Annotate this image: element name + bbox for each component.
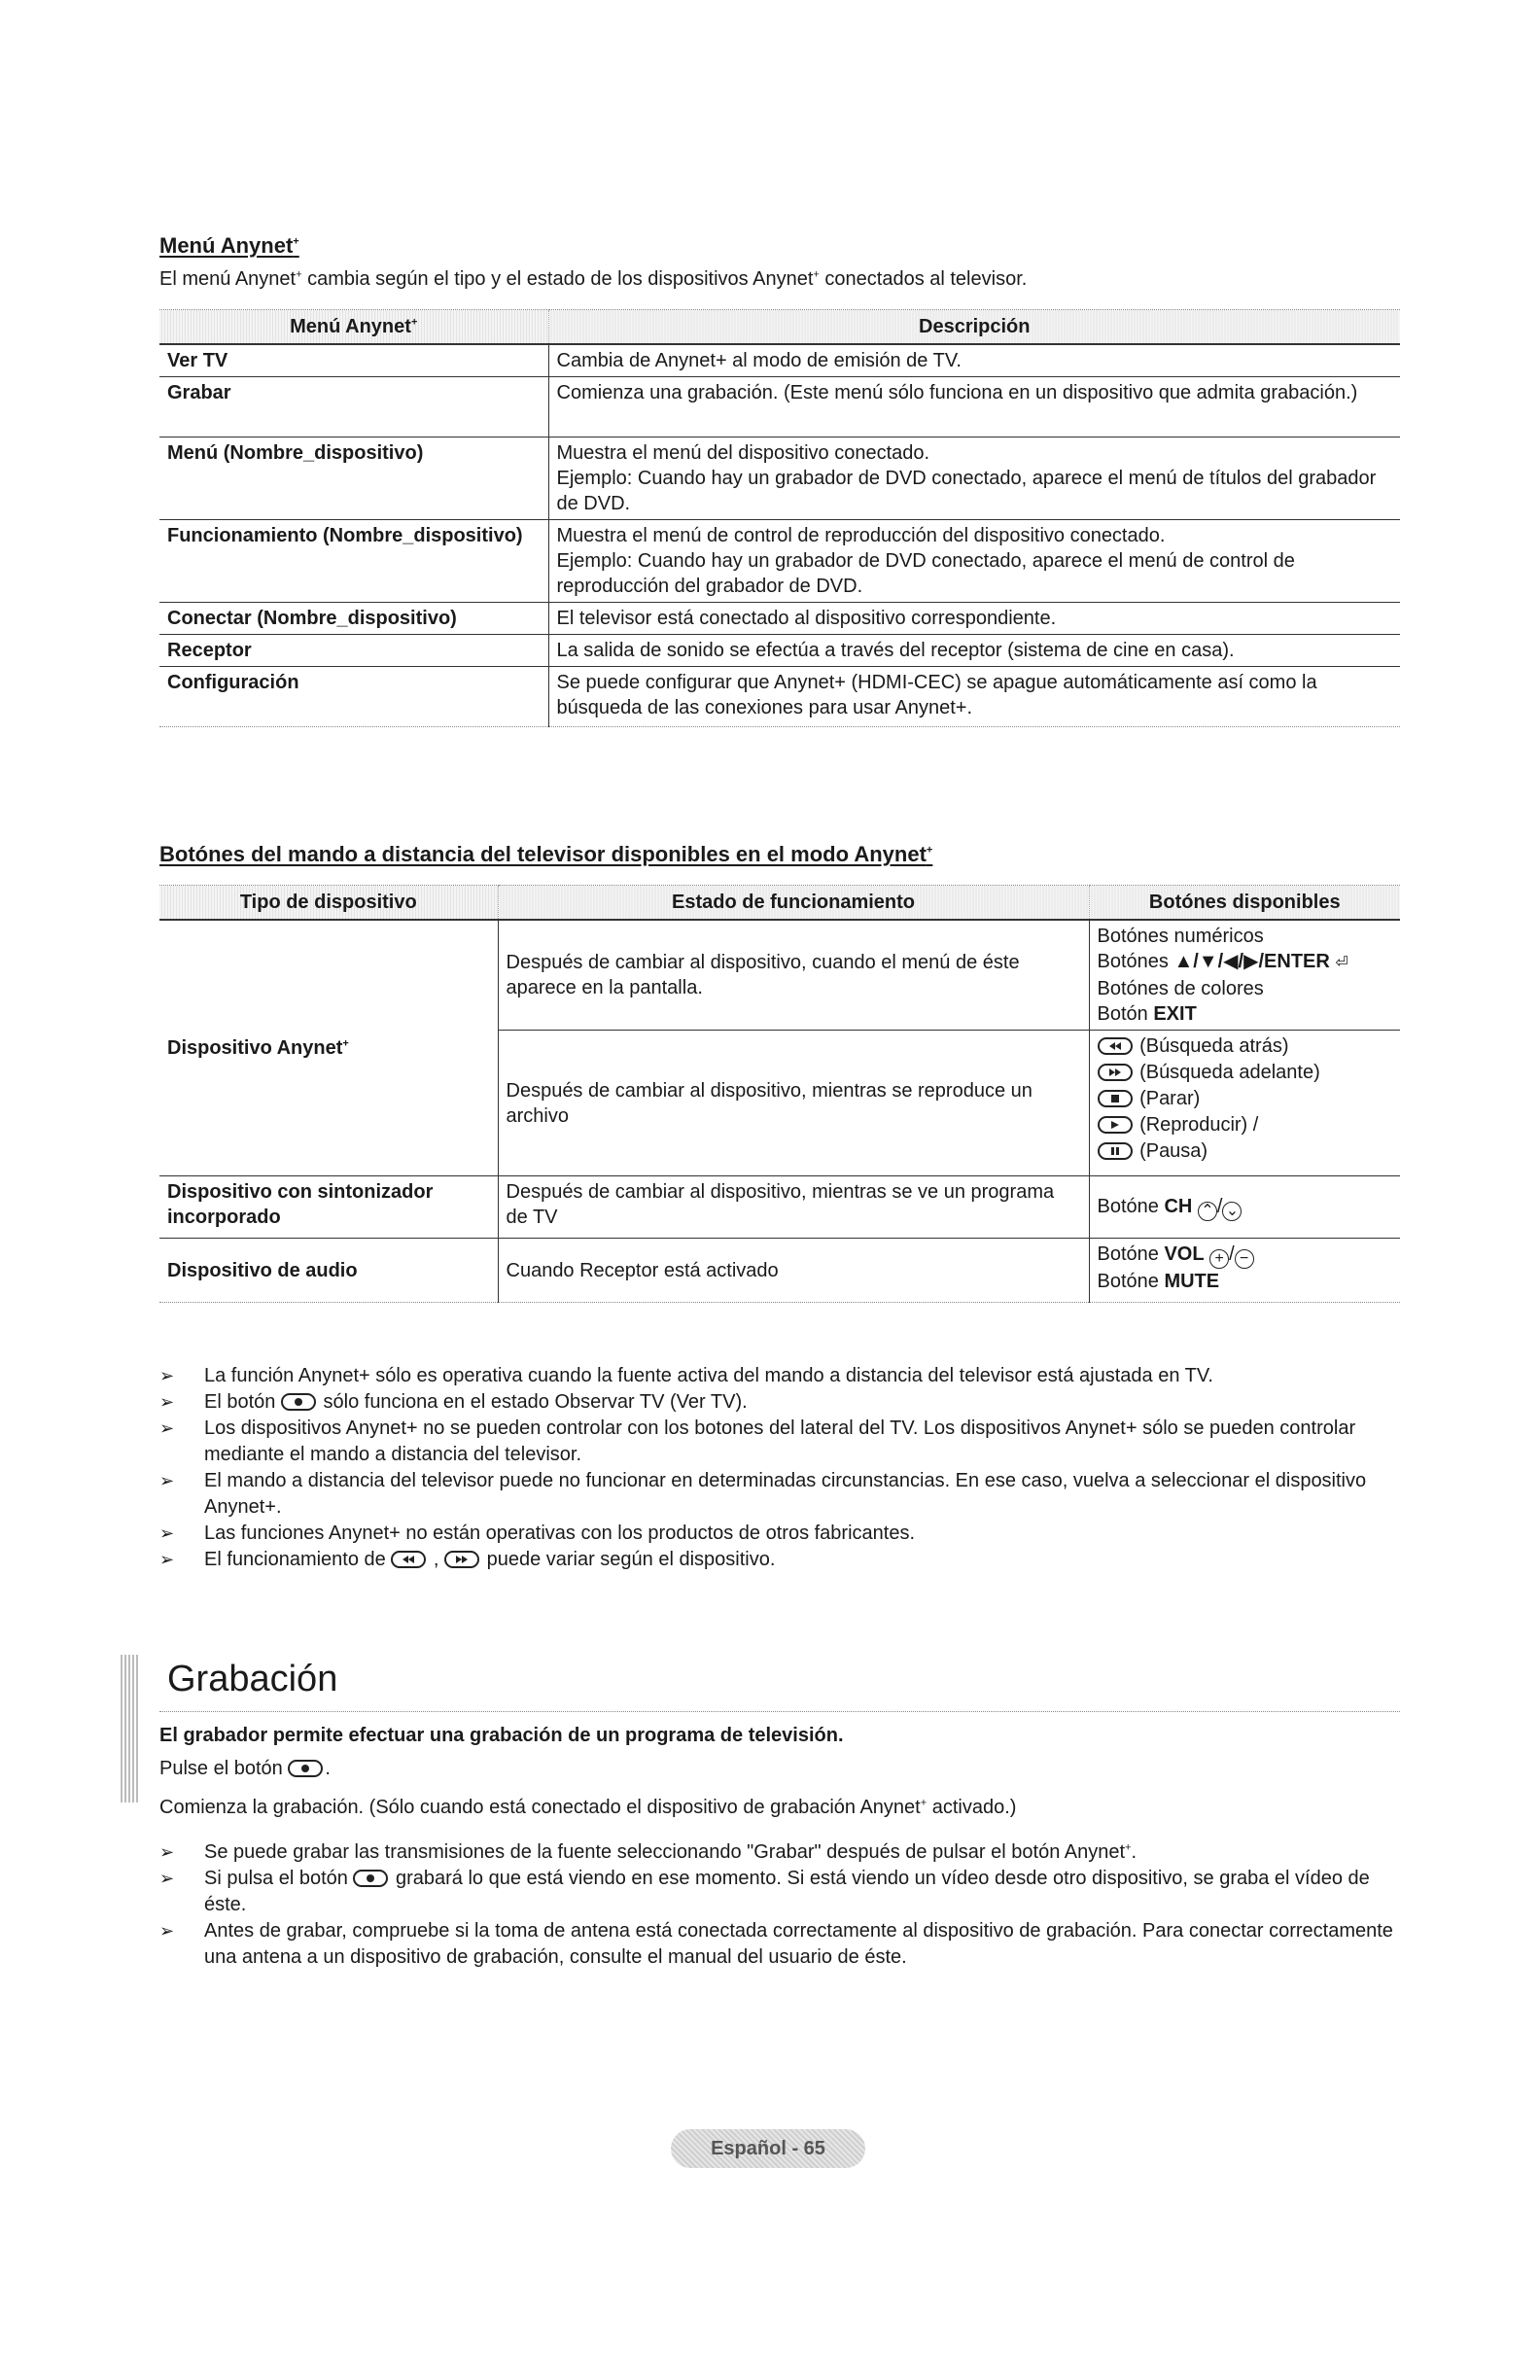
buttons-tuner: Botóne CH ⌃ / ⌄ (1089, 1176, 1400, 1239)
row-label: Menú (Nombre_dispositivo) (159, 438, 548, 520)
table-header-row (159, 310, 1400, 345)
grabacion-subtitle: El grabador permite efectuar una grabación de un programa de televisión. (159, 1725, 844, 1746)
row-label: Configuración (159, 667, 548, 727)
grabacion-title: Grabación (167, 1659, 338, 1699)
row-description: Se puede configurar que Anynet+ (HDMI-CEC) se apague automáticamente así como la búsqueda de las conexiones para usar Anynet+. (548, 667, 1400, 727)
volume-up-icon: + (1209, 1249, 1229, 1269)
table-row (159, 920, 1400, 1031)
play-icon (1098, 1116, 1133, 1134)
list-item: ➢ Las funciones Anynet+ no están operativas con los productos de otros fabricantes. (159, 1521, 1400, 1547)
record-icon (353, 1870, 388, 1887)
remote-buttons-table (159, 885, 1400, 1303)
list-item: ➢ El funcionamiento de , puede variar según el dispositivo. (159, 1547, 1400, 1573)
list-item: ➢ El botón sólo funciona en el estado Observar TV (Ver TV). (159, 1389, 1400, 1416)
col-header-device-type: Tipo de dispositivo (159, 886, 498, 921)
section-bar (121, 1655, 138, 1802)
device-tuner-label: Dispositivo con sintonizador incorporado (159, 1176, 498, 1239)
remote-buttons-heading: Botónes del mando a distancia del televisor disponibles en el modo Anynet+ (159, 842, 933, 866)
fast-forward-icon (1098, 1064, 1133, 1081)
row-description: La salida de sonido se efectúa a través del receptor (sistema de cine en casa). (548, 635, 1400, 667)
buttons-menu-shown: Botónes numéricos Botónes ▲/▼/◀/▶/ENTER ⏎ Botónes de colores Botón EXIT (1089, 920, 1400, 1031)
grabacion-description: Comienza la grabación. (Sólo cuando está conectado el dispositivo de grabación Anynet+ activado.) (159, 1797, 1017, 1818)
list-item: ➢ Si pulsa el botón grabará lo que está viendo en ese momento. Si está viendo un vídeo desde otro dispositivo, se graba el vídeo de éste. (159, 1868, 1370, 1915)
table-row (159, 667, 1400, 727)
state-menu-shown: Después de cambiar al dispositivo, cuando el menú de éste aparece en la pantalla. (498, 920, 1089, 1031)
arrow-icon: ➢ (159, 1471, 175, 1490)
arrow-icon: ➢ (159, 1366, 175, 1385)
arrow-icon: ➢ (159, 1523, 175, 1543)
table-row (159, 520, 1400, 603)
row-description: Muestra el menú de control de reproducción del dispositivo conectado. Ejemplo: Cuando hay un grabador de DVD conectado, aparece el menú de control de reproducción del grabador de DVD. (548, 520, 1400, 603)
anynet-menu-heading: Menú Anynet+ (159, 233, 299, 258)
table-row (159, 438, 1400, 520)
buttons-playing-file: (Búsqueda atrás) (Búsqueda adelante) (Parar) (Reproducir) / (Pausa) (1089, 1031, 1400, 1176)
buttons-audio: Botóne VOL + / − Botóne MUTE (1089, 1239, 1400, 1303)
row-description: Cambia de Anynet+ al modo de emisión de TV. (548, 344, 1400, 377)
col-header-description: Descripción (548, 310, 1400, 345)
list-item: ➢ Antes de grabar, compruebe si la toma de antena está conectada correctamente al dispositivo de grabación. Para conectar correctamente una antena a un dispositivo de grabación, consulte el manual del usuario de éste. (159, 1920, 1393, 1968)
title-divider (159, 1711, 1400, 1712)
anynet-menu-intro: El menú Anynet+ cambia según el tipo y el estado de los dispositivos Anynet+ conectados al televisor. (159, 268, 1028, 290)
col-header-state: Estado de funcionamiento (498, 886, 1089, 921)
arrow-icon: ➢ (159, 1869, 175, 1888)
col-header-menu: Menú Anynet+ (159, 310, 548, 345)
row-description: El televisor está conectado al dispositivo correspondiente. (548, 603, 1400, 635)
grabacion-step: Pulse el botón . (159, 1758, 331, 1779)
table-row (159, 344, 1400, 377)
col-header-buttons: Botónes disponibles (1089, 886, 1400, 921)
row-label: Funcionamiento (Nombre_dispositivo) (159, 520, 548, 603)
list-item: ➢ La función Anynet+ sólo es operativa cuando la fuente activa del mando a distancia del televisor está ajustada en TV. (159, 1363, 1400, 1389)
table-header-row (159, 886, 1400, 921)
row-label: Conectar (Nombre_dispositivo) (159, 603, 548, 635)
grabacion-notes-list (159, 1839, 1400, 1971)
arrow-icon: ➢ (159, 1550, 175, 1569)
row-label: Ver TV (159, 344, 548, 377)
row-label: Grabar (159, 377, 548, 438)
record-icon (288, 1760, 323, 1777)
state-watching-tv: Después de cambiar al dispositivo, mientras se ve un programa de TV (498, 1176, 1089, 1239)
channel-up-icon: ⌃ (1198, 1202, 1217, 1221)
list-item: ➢ El mando a distancia del televisor puede no funcionar en determinadas circunstancias. En ese caso, vuelva a seleccionar el dispositivo Anynet+. (159, 1470, 1367, 1518)
notes-list (159, 1363, 1400, 1573)
state-receptor: Cuando Receptor está activado (498, 1239, 1089, 1303)
row-description: Comienza una grabación. (Este menú sólo funciona en un dispositivo que admita grabación.) (548, 377, 1400, 438)
page-number: Español - 65 (671, 2129, 865, 2168)
pause-icon (1098, 1142, 1133, 1160)
table-row (159, 1176, 1400, 1239)
device-anynet-label: Dispositivo Anynet+ (159, 920, 498, 1176)
fast-forward-icon (444, 1551, 479, 1568)
arrow-icon: ➢ (159, 1392, 175, 1412)
enter-icon: ⏎ (1335, 955, 1348, 971)
row-description: Muestra el menú del dispositivo conectado. Ejemplo: Cuando hay un grabador de DVD conectado, aparece el menú de títulos del grabador de DVD. (548, 438, 1400, 520)
anynet-menu-table (159, 309, 1400, 727)
list-item: ➢ Se puede grabar las transmisiones de la fuente seleccionando "Grabar" después de pulsar el botón Anynet+. (159, 1839, 1400, 1866)
list-item: ➢ Los dispositivos Anynet+ no se pueden controlar con los botones del lateral del TV. Los dispositivos Anynet+ sólo se pueden controlar mediante el mando a distancia del televisor. (159, 1418, 1356, 1465)
table-row (159, 1239, 1400, 1303)
row-label: Receptor (159, 635, 548, 667)
table-row (159, 635, 1400, 667)
table-row (159, 603, 1400, 635)
arrow-icon: ➢ (159, 1921, 175, 1941)
arrow-icon: ➢ (159, 1842, 175, 1862)
stop-icon (1098, 1090, 1133, 1107)
channel-down-icon: ⌄ (1222, 1202, 1242, 1221)
record-icon (281, 1393, 316, 1411)
table-row (159, 377, 1400, 438)
volume-down-icon: − (1235, 1249, 1254, 1269)
rewind-icon (391, 1551, 426, 1568)
state-playing-file: Después de cambiar al dispositivo, mientras se reproduce un archivo (498, 1031, 1089, 1176)
device-audio-label: Dispositivo de audio (159, 1239, 498, 1303)
arrow-icon: ➢ (159, 1418, 175, 1438)
rewind-icon (1098, 1037, 1133, 1055)
